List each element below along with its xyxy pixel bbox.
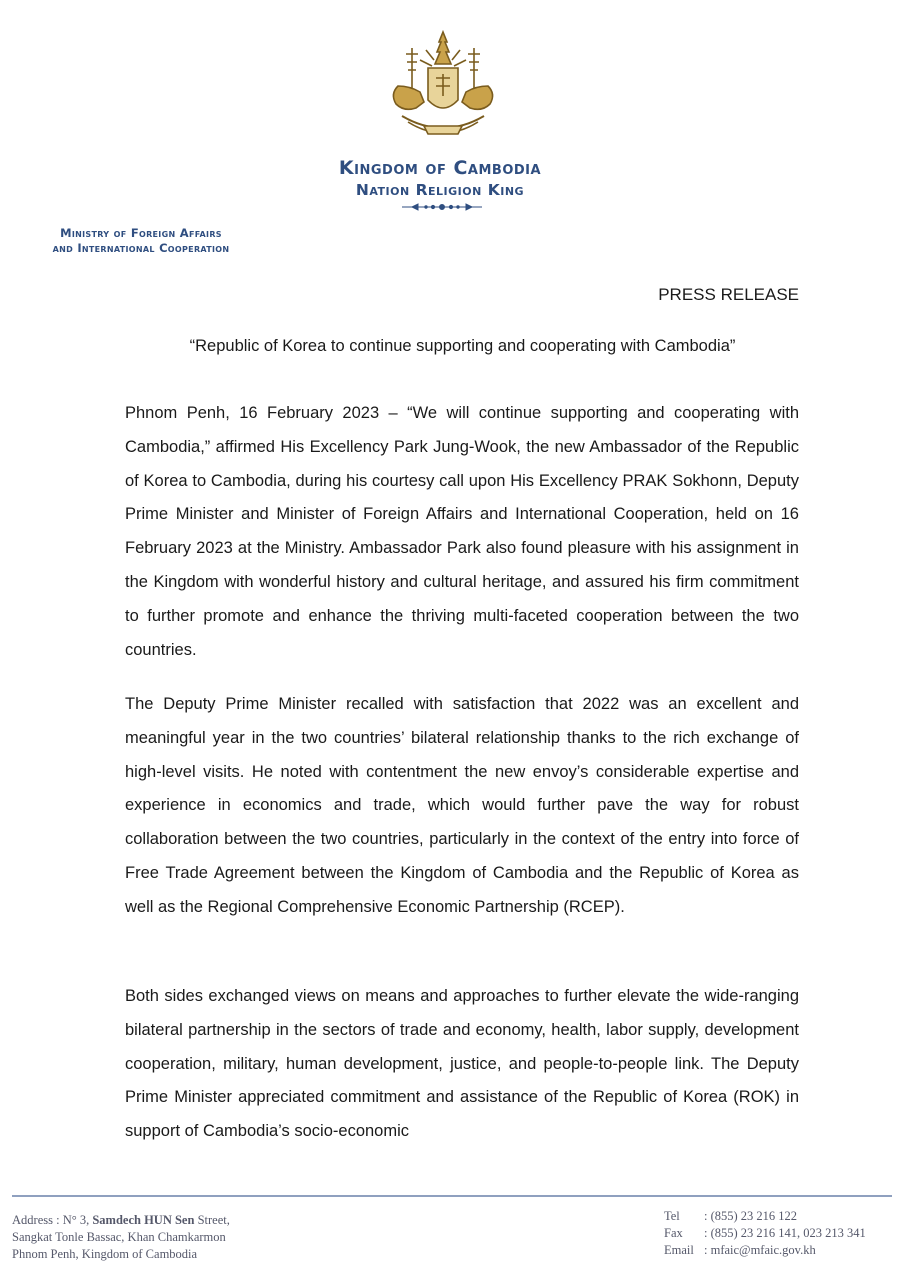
address-line-2: Sangkat Tonle Bassac, Khan Chamkarmon (12, 1230, 226, 1244)
body-paragraph-2: The Deputy Prime Minister recalled with satisfaction that 2022 was an excellent and meaningful year in the two countries’ bilateral relationship thanks to the rich exchange of high-level visits. He noted with contentment the new envoy’s considerable expertise and experience in economics and trade, which would further pave the way for robust collaboration between the two countries, particularly in the context of the entry into force of Free Trade Agreement between the Kingdom of Cambodia and the Republic of Korea as well as the Regional Comprehensive Economic Partnership (RCEP). (125, 695, 799, 916)
footer-address (12, 1212, 342, 1263)
national-motto: Nation Religion King (355, 181, 525, 199)
headline: “Republic of Korea to continue supporting and cooperating with Cambodia” (189, 337, 736, 355)
address-suffix: Street, (194, 1213, 230, 1227)
body-paragraph-3: Both sides exchanged views on means and approaches to further elevate the wide-ranging bilateral partnership in the sectors of trade and economy, health, labor supply, development cooperation, military, human development, justice, and people-to-people link. The Deputy Prime Minister appreciated commitment and assistance of the Republic of Korea (ROK) in support of Cambodia’s socio-economic (125, 987, 799, 1141)
email-label: Email (664, 1243, 694, 1257)
fax-value: : (855) 23 216 141, 023 213 341 (704, 1226, 866, 1240)
address-street: Samdech HUN Sen (92, 1213, 195, 1227)
email-value: : mfaic@mfaic.gov.kh (704, 1243, 816, 1257)
divider-ornament-icon (400, 200, 484, 214)
ministry-line-2: and International Cooperation (52, 241, 230, 255)
ministry-name (10, 226, 272, 256)
email-row (664, 1242, 899, 1259)
address-line-3: Phnom Penh, Kingdom of Cambodia (12, 1247, 198, 1261)
footer-contact (664, 1208, 899, 1259)
tel-value: : (855) 23 216 122 (704, 1209, 798, 1223)
ministry-line-1: Ministry of Foreign Affairs (60, 226, 222, 240)
footer-divider (12, 1195, 892, 1197)
kingdom-title: Kingdom of Cambodia (338, 157, 542, 179)
tel-row (664, 1208, 899, 1225)
royal-emblem-icon (384, 30, 502, 145)
address-line-1 (12, 1212, 342, 1229)
press-release-label: PRESS RELEASE (658, 285, 799, 304)
body-paragraph-1: Phnom Penh, 16 February 2023 – “We will continue supporting and cooperating with Cambodia,” affirmed His Excellency Park Jung-Wook, the new Ambassador of the Republic of Korea to Cambodia, during his courtesy call upon His Excellency PRAK Sokhonn, Deputy Prime Minister and Minister of Foreign Affairs and International Cooperation, held on 16 February 2023 at the Ministry. Ambassador Park also found pleasure with his assignment in the Kingdom with wonderful history and cultural heritage, and assured his firm commitment to further promote and enhance the thriving multi-faceted cooperation between the two countries. (125, 404, 799, 659)
fax-label: Fax (664, 1226, 683, 1240)
tel-label: Tel (664, 1209, 680, 1223)
fax-row (664, 1225, 899, 1242)
address-prefix: Address : N° 3, (12, 1213, 93, 1227)
